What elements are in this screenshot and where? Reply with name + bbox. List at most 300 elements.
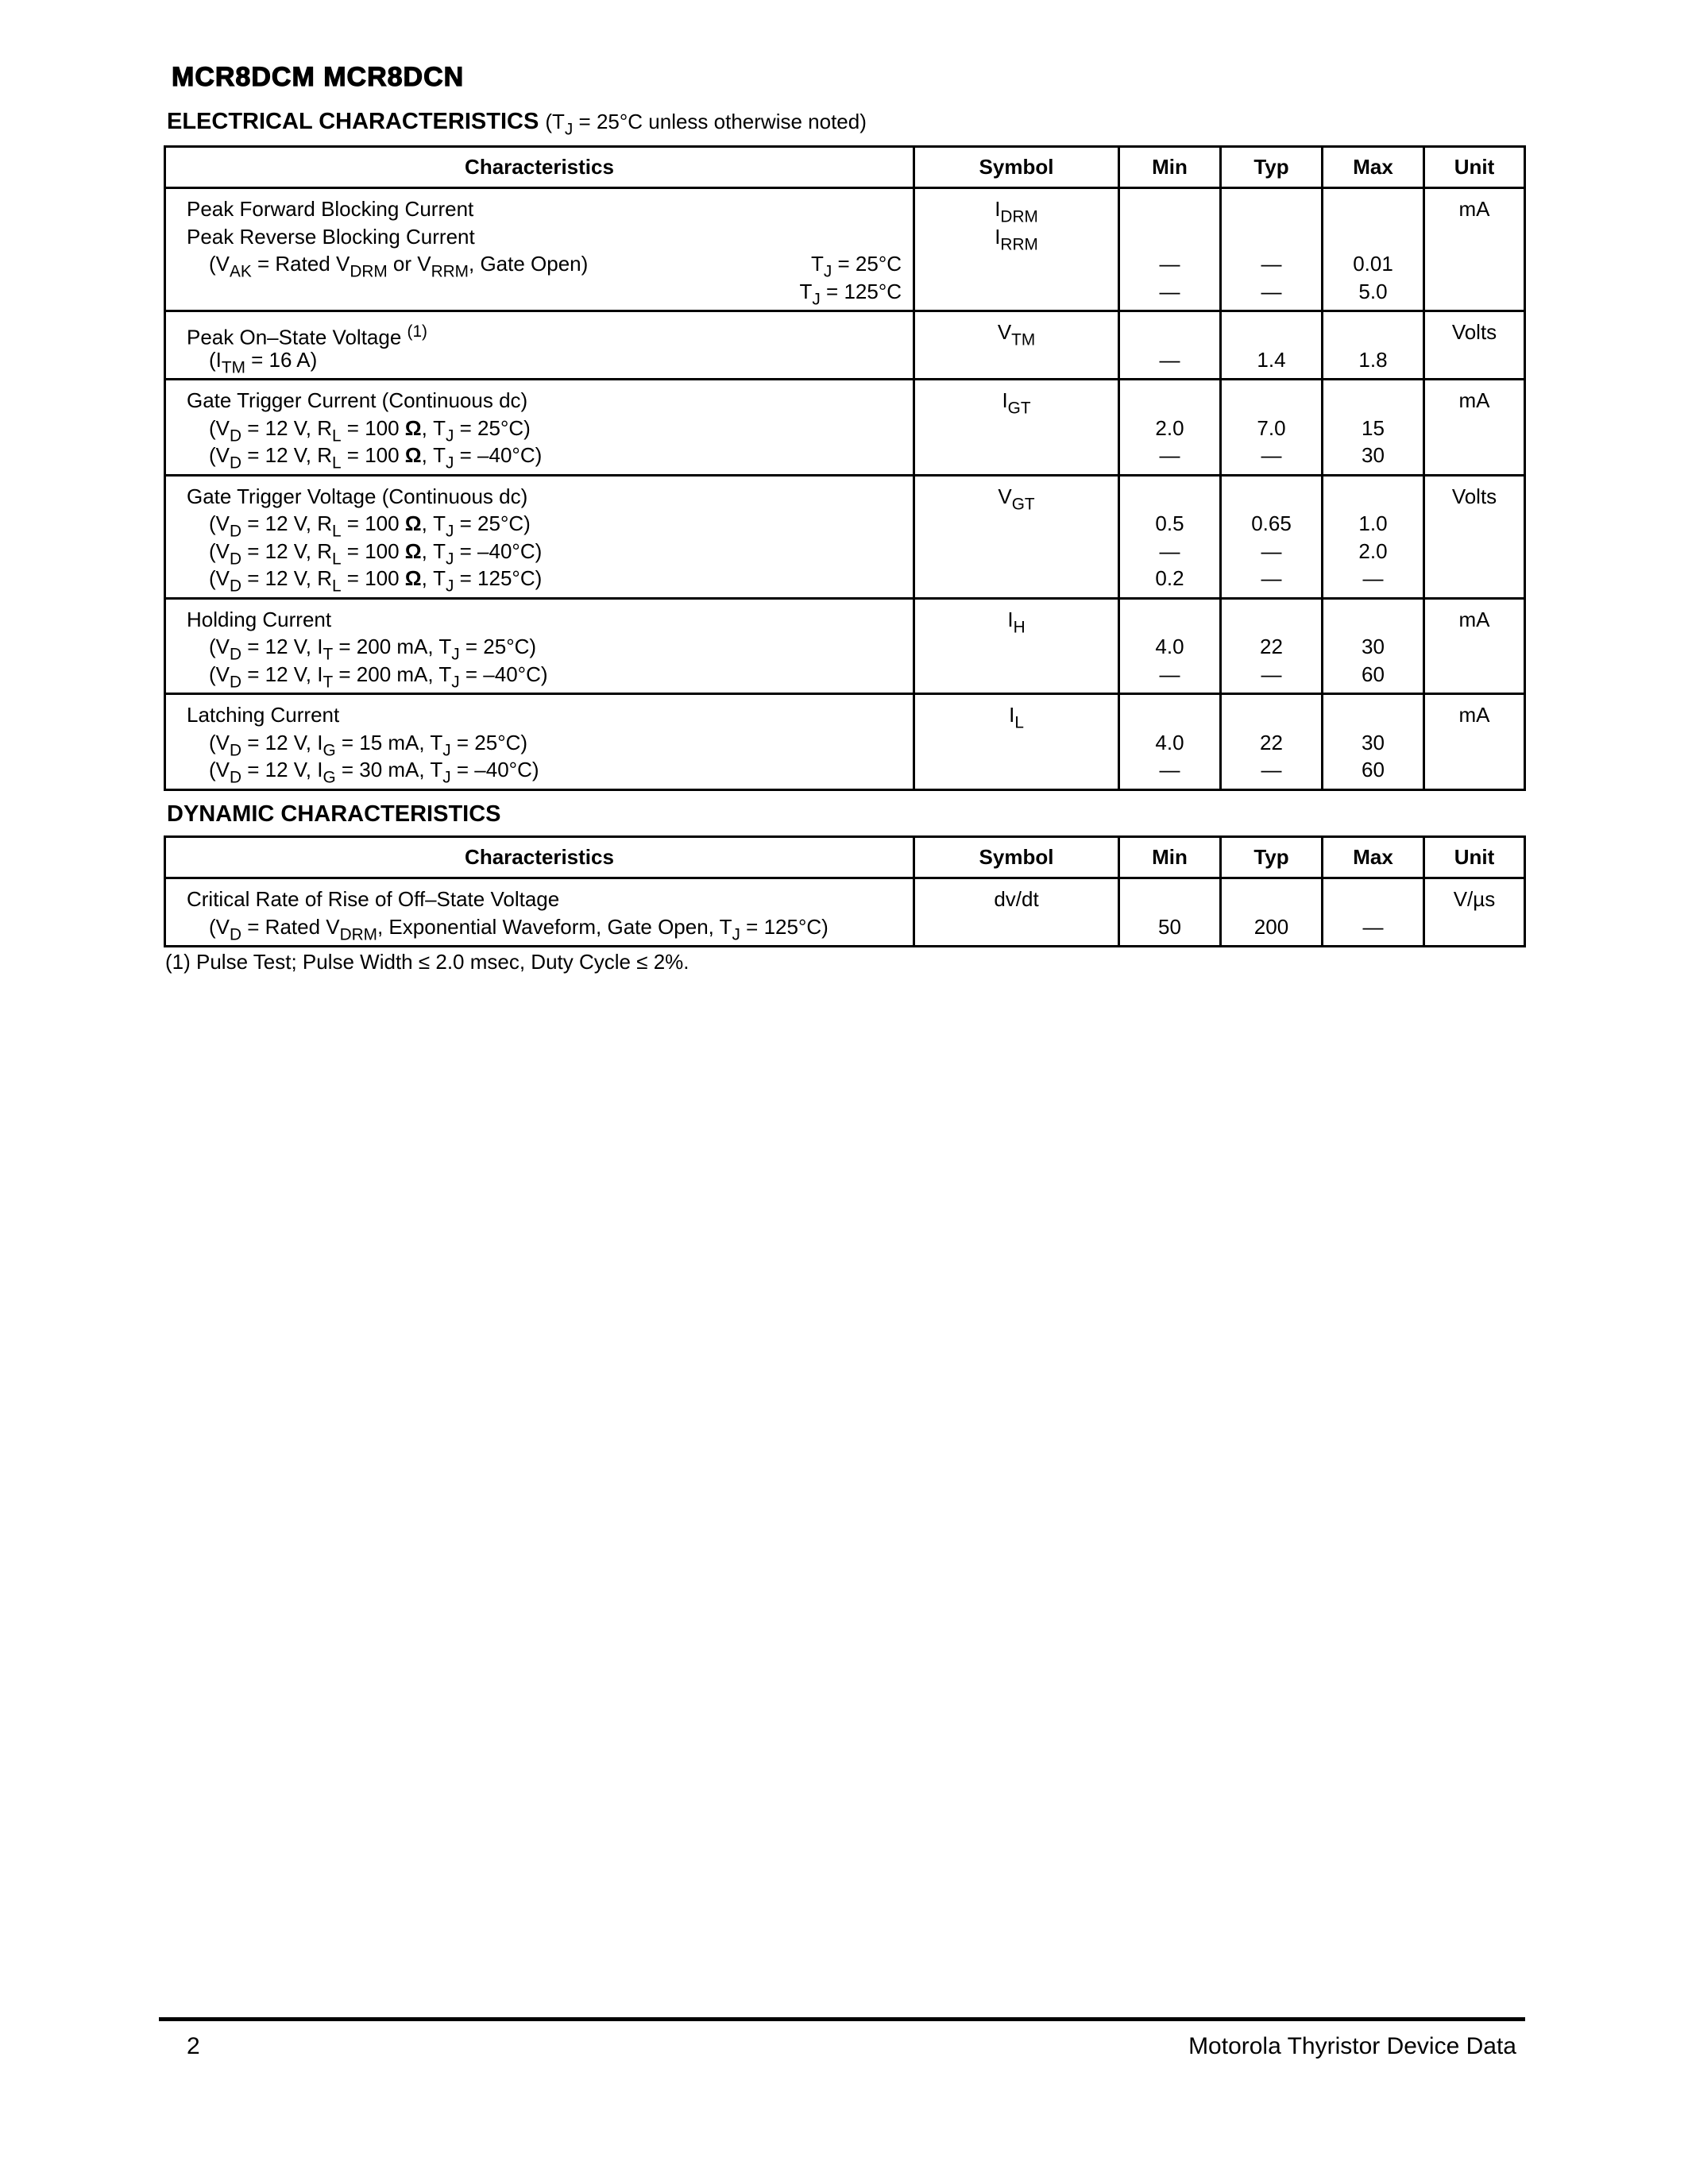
value-line [1323,633,1423,661]
subscript: D [230,645,242,664]
value-line [1120,387,1219,415]
text-run: = 125°C) [454,566,543,590]
subscript: D [230,549,242,568]
text-run: Peak On–State Voltage [187,325,408,349]
subscript: D [230,522,242,541]
text-run: — [1261,443,1282,467]
subscript: GT [1011,494,1035,513]
text-run: — [1159,758,1180,781]
characteristics-cell [165,311,914,380]
text-run: = 100 [341,538,405,563]
section-title-text: DYNAMIC CHARACTERISTICS [167,801,501,827]
text-run: (V [209,758,230,781]
text-run: = 12 V, I [241,635,323,658]
text-run: = 25°C) [454,511,531,535]
text-run: = 25°C) [450,730,528,754]
value-line [1120,701,1219,729]
value-line [1323,483,1423,511]
text-run: T [810,252,824,276]
text-run: , T [421,511,446,535]
value-line [1222,886,1321,913]
text-run: — [1362,566,1384,590]
text-run: 50 [1158,914,1181,939]
unit-cell [1424,311,1525,380]
value-line [1323,415,1423,442]
min-cell [1119,188,1221,311]
text-run: — [1261,662,1282,686]
characteristic-line [187,442,902,473]
text-run: — [1159,252,1180,276]
text-run: = 25°C) [459,635,537,658]
subscript: J [451,645,460,664]
unit-line [1425,701,1524,729]
value-line [1222,510,1321,538]
value-line [1222,250,1321,278]
max-cell [1323,380,1424,476]
text-run: = 25°C [832,252,902,276]
value-line [1222,565,1321,592]
text-run: — [1159,443,1180,467]
typ-cell [1221,188,1323,311]
text-run: — [1261,758,1282,781]
subscript: D [230,740,242,759]
value-line [1222,415,1321,442]
value-line [1222,387,1321,415]
text-run: = –40°C) [454,443,543,467]
text-run: (I [209,347,222,372]
value-line [1120,729,1219,757]
characteristic-line [187,318,902,349]
min-cell [1119,380,1221,476]
subscript: G [323,740,336,759]
typ-cell [1221,598,1323,694]
text-run: — [1159,279,1180,303]
text-run: = 12 V, R [241,566,332,590]
column-header-typ: Typ [1221,147,1323,188]
table-row-peak-blocking-current [165,188,1525,311]
table-row-critical-rate-of-rise [165,878,1525,947]
symbol-cell [914,475,1119,598]
value-line [1222,913,1321,941]
text-run: V [997,320,1012,344]
symbol-cell [914,311,1119,380]
value-line [1120,756,1219,784]
table-row-gate-trigger-voltage [165,475,1525,598]
text-run: 0.65 [1251,511,1292,535]
characteristic-line [187,510,902,541]
note-suffix: = 25°C unless otherwise noted) [573,110,867,133]
value-line [1120,195,1219,223]
text-run: (V [209,538,230,563]
subscript: J [446,426,454,445]
text-run: 4.0 [1155,730,1184,754]
value-line [1222,318,1321,346]
symbol-cell [914,694,1119,790]
note-prefix: (T [545,110,565,133]
value-line [1323,606,1423,634]
unit-line [1425,886,1524,913]
text-run: , Exponential Waveform, Gate Open, T [377,914,732,939]
subscript: L [331,522,342,541]
symbol-line [915,701,1118,732]
temperature-condition [800,278,902,314]
value-line [1120,510,1219,538]
text-run: = 100 [341,443,405,467]
text-run: Latching Current [187,703,340,727]
text-run: I [1009,703,1015,727]
text-run: — [1159,538,1180,563]
text-run: , T [421,538,446,563]
text-run: = 25°C) [454,415,531,440]
dynamic-characteristics-table [164,835,1526,947]
column-header-max: Max [1323,147,1424,188]
value-line [1323,510,1423,538]
text-run: 60 [1362,662,1385,686]
text-run: = 100 [341,511,405,535]
subscript: AK [230,262,252,281]
text-run: 22 [1260,730,1283,754]
electrical-characteristics-table [164,145,1526,791]
text-run: Volts [1451,484,1497,508]
value-line [1120,565,1219,592]
subscript: J [823,262,832,281]
electrical-characteristics-heading [167,109,867,139]
text-run: 0.2 [1155,566,1184,590]
text-run: = Rated V [241,914,340,939]
text-run: Ω [404,566,422,590]
max-cell [1323,188,1424,311]
value-line [1120,278,1219,306]
dynamic-characteristics-heading [167,801,501,828]
column-header-min: Min [1119,147,1221,188]
text-run: = 125°C) [740,914,829,939]
characteristics-cell [165,380,914,476]
text-run: Volts [1451,320,1497,344]
text-run: — [1362,914,1384,939]
value-line [1120,318,1219,346]
document-title: MCR8DCM MCR8DCN [172,62,465,92]
text-run: = 12 V, I [241,758,323,781]
text-run: I [995,197,1001,221]
unit-cell [1424,878,1525,947]
subscript: DRM [350,262,388,281]
page-number: 2 [187,2033,200,2059]
text-run: = 200 mA, T [333,635,452,658]
characteristic-line [187,729,902,757]
unit-line [1425,387,1524,415]
typ-cell [1221,380,1323,476]
unit-line [1425,318,1524,346]
subscript: L [1014,713,1024,732]
subscript: L [331,549,342,568]
text-run: = 200 mA, T [333,662,452,686]
section-title-text: ELECTRICAL CHARACTERISTICS [167,109,539,134]
characteristics-cell [165,475,914,598]
value-line [1120,538,1219,565]
subscript: D [230,672,242,691]
text-run: = 100 [341,415,405,440]
characteristic-line [187,250,902,281]
value-line [1222,538,1321,565]
unit-cell [1424,694,1525,790]
value-line [1120,913,1219,941]
text-run: = 12 V, R [241,415,332,440]
column-header-symbol: Symbol [914,837,1119,878]
subscript: J [446,549,454,568]
text-run: I [1007,607,1014,631]
value-line [1323,756,1423,784]
text-run: (V [209,511,230,535]
electrical-table-body [165,188,1525,790]
value-line [1120,442,1219,469]
subscript: J [732,924,740,943]
symbol-cell [914,380,1119,476]
text-run: = 100 [341,566,405,590]
symbol-line [915,223,1118,251]
section-note [545,110,867,139]
characteristics-cell [165,694,914,790]
characteristic-line [187,483,902,511]
subscript: J [442,768,451,787]
symbol-line [915,387,1118,418]
characteristic-line [187,913,902,941]
subscript: L [331,577,342,596]
text-run: — [1261,566,1282,590]
unit-line [1425,195,1524,223]
value-line [1323,701,1423,729]
text-run: Critical Rate of Rise of Off–State Voltage [187,887,560,911]
value-line [1323,387,1423,415]
value-line [1323,886,1423,913]
symbol-line [915,318,1118,349]
table-row-gate-trigger-current [165,380,1525,476]
subscript: J [446,453,454,473]
subscript: TM [221,357,245,376]
unit-cell [1424,188,1525,311]
subscript: D [230,577,242,596]
text-run: T [799,279,813,303]
text-run: (V [209,566,230,590]
text-run: (V [209,914,230,939]
value-line [1323,278,1423,306]
value-line [1120,886,1219,913]
table-row-peak-on-state-voltage [165,311,1525,380]
value-line [1222,633,1321,661]
value-line [1323,346,1423,374]
value-line [1222,756,1321,784]
text-run: mA [1458,197,1490,221]
text-run: Gate Trigger Current (Continuous dc) [187,388,528,412]
text-run: = 12 V, I [241,730,323,754]
column-header-typ: Typ [1221,837,1323,878]
characteristic-line [187,223,902,251]
text-run: (V [209,662,230,686]
text-run: = 30 mA, T [335,758,443,781]
text-run: 7.0 [1257,415,1286,440]
subscript: J [446,577,454,596]
min-cell [1119,694,1221,790]
subscript: D [230,924,242,943]
footer-rule [159,2017,1525,2021]
characteristic-line [187,701,902,729]
value-line [1323,442,1423,469]
value-line [1222,729,1321,757]
max-cell [1323,475,1424,598]
value-line [1323,661,1423,689]
column-header-unit: Unit [1424,147,1525,188]
text-run: 15 [1362,415,1385,440]
table-row-latching-current [165,694,1525,790]
text-run: (V [209,730,230,754]
characteristic-line [187,346,902,374]
text-run: 22 [1260,635,1283,658]
subscript: D [230,453,242,473]
typ-cell [1221,878,1323,947]
text-run: Holding Current [187,607,332,631]
note-subscript: J [564,120,574,139]
dynamic-table-body [165,878,1525,947]
column-header-max: Max [1323,837,1424,878]
subscript: GT [1007,399,1031,418]
value-line [1120,346,1219,374]
table-header-row [165,147,1525,188]
text-run: 1.8 [1358,347,1388,372]
text-run: = 12 V, I [241,662,323,686]
characteristic-line [187,565,902,596]
min-cell [1119,475,1221,598]
text-run: , Gate Open) [469,252,589,276]
text-run: 60 [1362,758,1385,781]
subscript: J [812,289,821,308]
text-run: = 15 mA, T [335,730,443,754]
value-line [1222,195,1321,223]
text-run: (V [209,635,230,658]
unit-cell [1424,598,1525,694]
text-run: = 12 V, R [241,538,332,563]
subscript: DRM [1000,207,1038,226]
unit-cell [1424,380,1525,476]
text-run: 1.4 [1257,347,1286,372]
text-run: Peak Forward Blocking Current [187,197,474,221]
subscript: RRM [431,262,469,281]
subscript: J [446,522,454,541]
value-line [1222,346,1321,374]
text-run: Gate Trigger Voltage (Continuous dc) [187,484,528,508]
text-run: , T [421,566,446,590]
max-cell [1323,311,1424,380]
text-run: — [1159,662,1180,686]
text-run: 2.0 [1155,415,1184,440]
value-line [1323,729,1423,757]
value-line [1120,223,1219,251]
text-run: I [995,224,1001,249]
text-run: (V [209,443,230,467]
footer-text: Motorola Thyristor Device Data [1188,2033,1516,2059]
text-run: 30 [1362,635,1385,658]
symbol-line [915,483,1118,511]
value-line [1222,661,1321,689]
text-run: mA [1458,388,1490,412]
characteristic-line [187,606,902,634]
subscript: L [331,453,342,473]
text-run: mA [1458,703,1490,727]
subscript: TM [1011,330,1036,349]
text-run: I [1002,388,1008,412]
value-line [1323,250,1423,278]
value-line [1120,483,1219,511]
symbol-cell [914,878,1119,947]
footnote-marker: (1) [407,322,427,341]
subscript: RRM [1000,234,1038,253]
max-cell [1323,878,1424,947]
typ-cell [1221,311,1323,380]
subscript: H [1013,617,1026,636]
text-run: 4.0 [1155,635,1184,658]
subscript: G [323,768,336,787]
characteristic-line [187,886,902,913]
text-run: Peak Reverse Blocking Current [187,224,475,249]
value-line [1222,442,1321,469]
characteristic-line [187,756,902,787]
text-run: Ω [404,415,422,440]
text-run: 0.01 [1353,252,1393,276]
value-line [1323,318,1423,346]
value-line [1222,701,1321,729]
text-run: — [1261,252,1282,276]
column-header-symbol: Symbol [914,147,1119,188]
unit-line [1425,483,1524,511]
characteristic-line [187,195,902,223]
max-cell [1323,598,1424,694]
unit-line [1425,606,1524,634]
min-cell [1119,311,1221,380]
symbol-line [915,195,1118,226]
symbol-line [915,606,1118,634]
text-run: — [1261,279,1282,303]
value-line [1323,223,1423,251]
value-line [1120,606,1219,634]
text-run: = 12 V, R [241,511,332,535]
text-run: — [1261,538,1282,563]
characteristics-cell [165,188,914,311]
value-line [1222,483,1321,511]
text-run: dv/dt [994,887,1039,911]
column-header-characteristics: Characteristics [165,837,914,878]
subscript: D [230,426,242,445]
symbol-cell [914,598,1119,694]
text-run: 0.5 [1155,511,1184,535]
max-cell [1323,694,1424,790]
text-run: 30 [1362,443,1385,467]
characteristic-line [187,278,902,306]
text-run: = –40°C) [450,758,539,781]
typ-cell [1221,475,1323,598]
value-line [1120,661,1219,689]
text-run: V [998,484,1012,508]
value-line [1323,538,1423,565]
text-run: (V [209,415,230,440]
text-run: , T [421,443,446,467]
unit-cell [1424,475,1525,598]
column-header-min: Min [1119,837,1221,878]
value-line [1222,223,1321,251]
subscript: J [442,740,451,759]
table-header-row [165,837,1525,878]
min-cell [1119,598,1221,694]
min-cell [1119,878,1221,947]
subscript: L [331,426,342,445]
text-run: 30 [1362,730,1385,754]
